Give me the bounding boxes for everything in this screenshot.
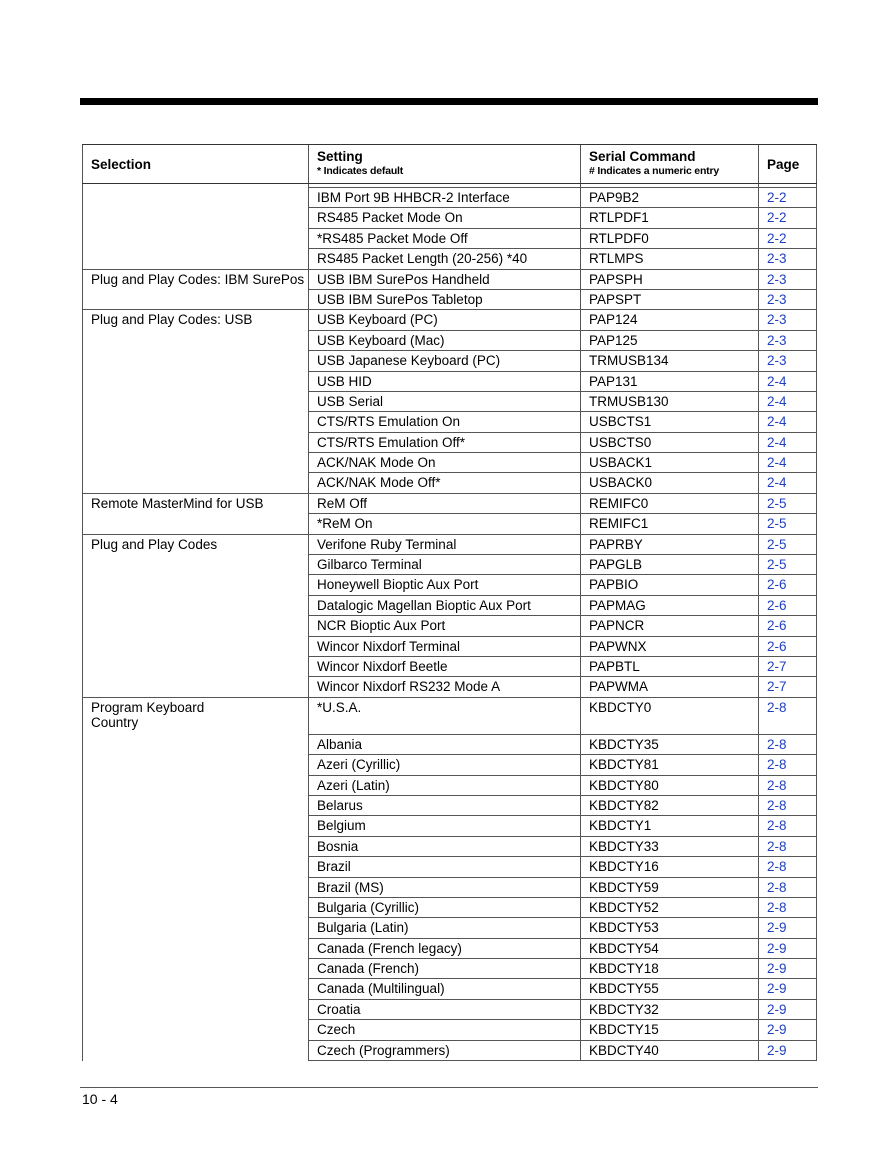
selection-cell (82, 657, 308, 677)
command-table (82, 144, 817, 1061)
table-row (82, 857, 817, 877)
command-cell: PAP131 (580, 372, 758, 392)
table-row (82, 657, 817, 677)
selection-cell (82, 755, 308, 775)
setting-cell: Albania (308, 735, 580, 755)
page-cell (758, 816, 817, 836)
footer-rule (80, 1087, 818, 1088)
command-cell: USBCTS1 (580, 412, 758, 432)
setting-cell: Belgium (308, 816, 580, 836)
command-cell: USBACK1 (580, 453, 758, 473)
table-row (82, 698, 817, 735)
command-cell: KBDCTY0 (580, 698, 758, 735)
page-cell (758, 270, 817, 290)
command-cell: TRMUSB130 (580, 392, 758, 412)
selection-cell (82, 898, 308, 918)
page-cell (758, 735, 817, 755)
selection-cell (82, 1000, 308, 1020)
setting-cell: USB IBM SurePos Handheld (308, 270, 580, 290)
command-cell: PAP125 (580, 331, 758, 351)
page-cell (758, 857, 817, 877)
selection-cell (82, 1020, 308, 1040)
command-cell: RTLPDF0 (580, 229, 758, 249)
setting-cell: Azeri (Cyrillic) (308, 755, 580, 775)
page-cell (758, 229, 817, 249)
page-link[interactable]: 2-8 (767, 818, 787, 834)
selection-cell (82, 677, 308, 697)
setting-cell: Wincor Nixdorf RS232 Mode A (308, 677, 580, 697)
command-cell: KBDCTY80 (580, 776, 758, 796)
table-row (82, 816, 817, 836)
command-cell: PAP9B2 (580, 188, 758, 208)
setting-cell: IBM Port 9B HHBCR-2 Interface (308, 188, 580, 208)
page-cell (758, 796, 817, 816)
setting-cell: RS485 Packet Length (20-256) *40 (308, 249, 580, 269)
table-row (82, 837, 817, 857)
table-row (82, 229, 817, 249)
page-link[interactable]: 2-6 (767, 577, 787, 593)
table-row (82, 796, 817, 816)
setting-cell: *ReM On (308, 514, 580, 534)
setting-cell: *U.S.A. (308, 698, 580, 735)
setting-cell: USB Keyboard (Mac) (308, 331, 580, 351)
command-cell: PAPNCR (580, 616, 758, 636)
page-link[interactable]: 2-7 (767, 679, 787, 695)
page-link[interactable]: 2-2 (767, 210, 787, 226)
setting-cell: Bulgaria (Latin) (308, 918, 580, 938)
command-cell: KBDCTY33 (580, 837, 758, 857)
page-link[interactable]: 2-6 (767, 597, 787, 613)
command-cell: PAPWMA (580, 677, 758, 697)
page-link[interactable]: 2-5 (767, 516, 787, 532)
page-link[interactable]: 2-2 (767, 230, 787, 246)
command-cell: KBDCTY53 (580, 918, 758, 938)
selection-cell: Plug and Play Codes: IBM SurePos (82, 270, 308, 290)
page-cell (758, 473, 817, 493)
selection-cell (82, 555, 308, 575)
table-row (82, 918, 817, 938)
page-cell (758, 310, 817, 330)
selection-cell (82, 392, 308, 412)
page-link[interactable]: 2-6 (767, 638, 787, 654)
selection-cell: Plug and Play Codes (82, 535, 308, 555)
command-cell: KBDCTY81 (580, 755, 758, 775)
selection-cell (82, 290, 308, 310)
table-row (82, 514, 817, 534)
selection-cell (82, 816, 308, 836)
page-cell (758, 208, 817, 228)
page-cell (758, 249, 817, 269)
page-link[interactable]: 2-8 (767, 777, 787, 793)
command-cell: PAPSPH (580, 270, 758, 290)
command-cell: TRMUSB134 (580, 351, 758, 371)
page-link[interactable]: 2-4 (767, 393, 787, 409)
command-cell: RTLPDF1 (580, 208, 758, 228)
page-cell (758, 514, 817, 534)
command-cell: KBDCTY54 (580, 939, 758, 959)
setting-cell: CTS/RTS Emulation Off* (308, 433, 580, 453)
table-row (82, 473, 817, 493)
table-row (82, 412, 817, 432)
table-row (82, 939, 817, 959)
page-cell (758, 555, 817, 575)
selection-cell (82, 249, 308, 269)
table-row (82, 1020, 817, 1040)
setting-cell: Canada (French) (308, 959, 580, 979)
setting-cell: ACK/NAK Mode On (308, 453, 580, 473)
header-command (580, 145, 758, 183)
setting-cell: CTS/RTS Emulation On (308, 412, 580, 432)
table-row (82, 898, 817, 918)
page-link[interactable]: 2-3 (767, 353, 787, 369)
page-link[interactable]: 2-9 (767, 920, 787, 936)
page-link[interactable]: 2-4 (767, 475, 787, 491)
selection-cell (82, 412, 308, 432)
selection-cell (82, 188, 308, 208)
command-cell: KBDCTY1 (580, 816, 758, 836)
page-cell (758, 372, 817, 392)
top-rule (80, 98, 818, 105)
command-cell: KBDCTY16 (580, 857, 758, 877)
table-row (82, 677, 817, 697)
selection-cell (82, 959, 308, 979)
table-row (82, 959, 817, 979)
page-link[interactable]: 2-9 (767, 940, 787, 956)
selection-cell (82, 331, 308, 351)
page-cell (758, 392, 817, 412)
page-cell (758, 837, 817, 857)
setting-cell: USB Serial (308, 392, 580, 412)
selection-cell (82, 616, 308, 636)
command-cell: KBDCTY15 (580, 1020, 758, 1040)
table-row (82, 555, 817, 575)
table-row (82, 979, 817, 999)
header-command-label: Serial Command (589, 149, 696, 164)
setting-cell: Belarus (308, 796, 580, 816)
page-cell (758, 1020, 817, 1040)
command-cell: PAPBIO (580, 575, 758, 595)
table-header (82, 144, 817, 184)
selection-cell (82, 575, 308, 595)
header-command-note: # Indicates a numeric entry (589, 165, 719, 177)
page-link[interactable]: 2-7 (767, 658, 787, 674)
command-cell: KBDCTY35 (580, 735, 758, 755)
page-cell (758, 188, 817, 208)
selection-cell: Plug and Play Codes: USB (82, 310, 308, 330)
page-link[interactable]: 2-9 (767, 1022, 787, 1038)
selection-cell (82, 1041, 308, 1061)
setting-cell: Azeri (Latin) (308, 776, 580, 796)
table-row (82, 637, 817, 657)
command-cell: PAPRBY (580, 535, 758, 555)
command-cell: PAPSPT (580, 290, 758, 310)
page-cell (758, 776, 817, 796)
command-cell: KBDCTY82 (580, 796, 758, 816)
page-cell (758, 1000, 817, 1020)
page-cell (758, 412, 817, 432)
page-link[interactable]: 2-8 (767, 899, 787, 915)
setting-cell: USB Keyboard (PC) (308, 310, 580, 330)
table-row (82, 596, 817, 616)
selection-cell (82, 918, 308, 938)
setting-cell: NCR Bioptic Aux Port (308, 616, 580, 636)
setting-cell: Wincor Nixdorf Beetle (308, 657, 580, 677)
table-body (82, 188, 817, 1061)
setting-cell: Croatia (308, 1000, 580, 1020)
page-cell (758, 290, 817, 310)
setting-cell: Bulgaria (Cyrillic) (308, 898, 580, 918)
page-link[interactable]: 2-8 (767, 838, 787, 854)
page-cell (758, 918, 817, 938)
selection-cell (82, 229, 308, 249)
setting-cell: ACK/NAK Mode Off* (308, 473, 580, 493)
page-cell (758, 677, 817, 697)
page-link[interactable]: 2-5 (767, 536, 787, 552)
page-cell (758, 575, 817, 595)
selection-cell: Remote MasterMind for USB (82, 494, 308, 514)
selection-cell (82, 878, 308, 898)
selection-cell: Program Keyboard Country (82, 698, 308, 735)
setting-cell: Gilbarco Terminal (308, 555, 580, 575)
selection-cell (82, 979, 308, 999)
setting-cell: RS485 Packet Mode On (308, 208, 580, 228)
setting-cell: Honeywell Bioptic Aux Port (308, 575, 580, 595)
command-cell: KBDCTY40 (580, 1041, 758, 1061)
selection-cell (82, 514, 308, 534)
table-row (82, 1000, 817, 1020)
page-link[interactable]: 2-8 (767, 736, 787, 752)
selection-cell (82, 837, 308, 857)
page-link[interactable]: 2-4 (767, 373, 787, 389)
page-link[interactable]: 2-3 (767, 332, 787, 348)
table-row (82, 310, 817, 330)
table-row (82, 878, 817, 898)
page-cell (758, 535, 817, 555)
header-page: Page (758, 145, 817, 183)
page-cell (758, 657, 817, 677)
command-cell: USBCTS0 (580, 433, 758, 453)
command-cell: REMIFC0 (580, 494, 758, 514)
command-cell: KBDCTY18 (580, 959, 758, 979)
page-link[interactable]: 2-5 (767, 495, 787, 511)
page-link[interactable]: 2-8 (767, 757, 787, 773)
selection-cell (82, 351, 308, 371)
table-row (82, 351, 817, 371)
selection-cell (82, 473, 308, 493)
table-row (82, 575, 817, 595)
selection-cell (82, 735, 308, 755)
page-cell (758, 959, 817, 979)
header-setting-label: Setting (317, 149, 363, 164)
page-link[interactable]: 2-9 (767, 981, 787, 997)
page-link[interactable]: 2-2 (767, 190, 787, 205)
command-cell: PAPMAG (580, 596, 758, 616)
page-link[interactable]: 2-9 (767, 1001, 787, 1017)
page-cell (758, 979, 817, 999)
page-link[interactable]: 2-9 (767, 961, 787, 977)
selection-cell (82, 372, 308, 392)
header-setting (308, 145, 580, 183)
setting-cell: ReM Off (308, 494, 580, 514)
page-cell (758, 1041, 817, 1061)
command-cell: KBDCTY55 (580, 979, 758, 999)
page-link[interactable]: 2-9 (767, 1042, 787, 1058)
command-cell: RTLMPS (580, 249, 758, 269)
page-cell (758, 331, 817, 351)
selection-cell (82, 776, 308, 796)
table-row (82, 270, 817, 290)
page-cell (758, 453, 817, 473)
table-row (82, 290, 817, 310)
command-cell: PAPWNX (580, 637, 758, 657)
table-row (82, 1041, 817, 1061)
page-link[interactable]: 2-4 (767, 414, 787, 430)
table-row (82, 208, 817, 228)
page-link[interactable]: 2-3 (767, 251, 787, 267)
page-link[interactable]: 2-8 (767, 879, 787, 895)
setting-cell: Canada (Multilingual) (308, 979, 580, 999)
command-cell: REMIFC1 (580, 514, 758, 534)
setting-cell: Brazil (MS) (308, 878, 580, 898)
page-cell (758, 616, 817, 636)
setting-cell: USB Japanese Keyboard (PC) (308, 351, 580, 371)
page-cell (758, 878, 817, 898)
page-link[interactable]: 2-8 (767, 859, 787, 875)
setting-cell: Czech (308, 1020, 580, 1040)
table-row (82, 188, 817, 208)
page-cell (758, 637, 817, 657)
page-cell (758, 939, 817, 959)
table-row (82, 433, 817, 453)
page-number: 10 - 4 (82, 1091, 118, 1107)
header-selection: Selection (82, 145, 308, 183)
page-link[interactable]: 2-6 (767, 618, 787, 634)
setting-cell: Brazil (308, 857, 580, 877)
table-row (82, 776, 817, 796)
command-cell: PAPGLB (580, 555, 758, 575)
setting-cell: Datalogic Magellan Bioptic Aux Port (308, 596, 580, 616)
setting-cell: Bosnia (308, 837, 580, 857)
page-link[interactable]: 2-4 (767, 455, 787, 471)
table-row (82, 331, 817, 351)
table-row (82, 755, 817, 775)
page-link[interactable]: 2-4 (767, 434, 787, 450)
table-row (82, 453, 817, 473)
table-row (82, 249, 817, 269)
setting-cell: USB HID (308, 372, 580, 392)
selection-cell (82, 596, 308, 616)
command-cell: KBDCTY52 (580, 898, 758, 918)
page-cell (758, 433, 817, 453)
selection-cell (82, 796, 308, 816)
page-link[interactable]: 2-3 (767, 312, 787, 328)
table-row (82, 735, 817, 755)
page-cell (758, 698, 817, 735)
command-cell: USBACK0 (580, 473, 758, 493)
page-link[interactable]: 2-3 (767, 291, 787, 307)
setting-cell: Czech (Programmers) (308, 1041, 580, 1061)
page-cell (758, 494, 817, 514)
page-link[interactable]: 2-8 (767, 797, 787, 813)
table-row (82, 535, 817, 555)
page-link[interactable]: 2-5 (767, 557, 787, 573)
setting-cell: Wincor Nixdorf Terminal (308, 637, 580, 657)
selection-cell (82, 453, 308, 473)
table-row (82, 392, 817, 412)
header-setting-note: * Indicates default (317, 165, 404, 177)
selection-cell (82, 208, 308, 228)
page-link[interactable]: 2-3 (767, 271, 787, 287)
command-cell: KBDCTY32 (580, 1000, 758, 1020)
setting-cell: USB IBM SurePos Tabletop (308, 290, 580, 310)
page-link[interactable]: 2-8 (767, 699, 787, 715)
page-cell (758, 755, 817, 775)
selection-cell (82, 857, 308, 877)
selection-cell (82, 939, 308, 959)
table-row (82, 372, 817, 392)
page-cell (758, 596, 817, 616)
command-cell: KBDCTY59 (580, 878, 758, 898)
page-cell (758, 351, 817, 371)
table-row (82, 494, 817, 514)
setting-cell: *RS485 Packet Mode Off (308, 229, 580, 249)
selection-cell (82, 433, 308, 453)
setting-cell: Canada (French legacy) (308, 939, 580, 959)
command-cell: PAPBTL (580, 657, 758, 677)
command-cell: PAP124 (580, 310, 758, 330)
page-cell (758, 898, 817, 918)
setting-cell: Verifone Ruby Terminal (308, 535, 580, 555)
table-row (82, 616, 817, 636)
selection-cell (82, 637, 308, 657)
